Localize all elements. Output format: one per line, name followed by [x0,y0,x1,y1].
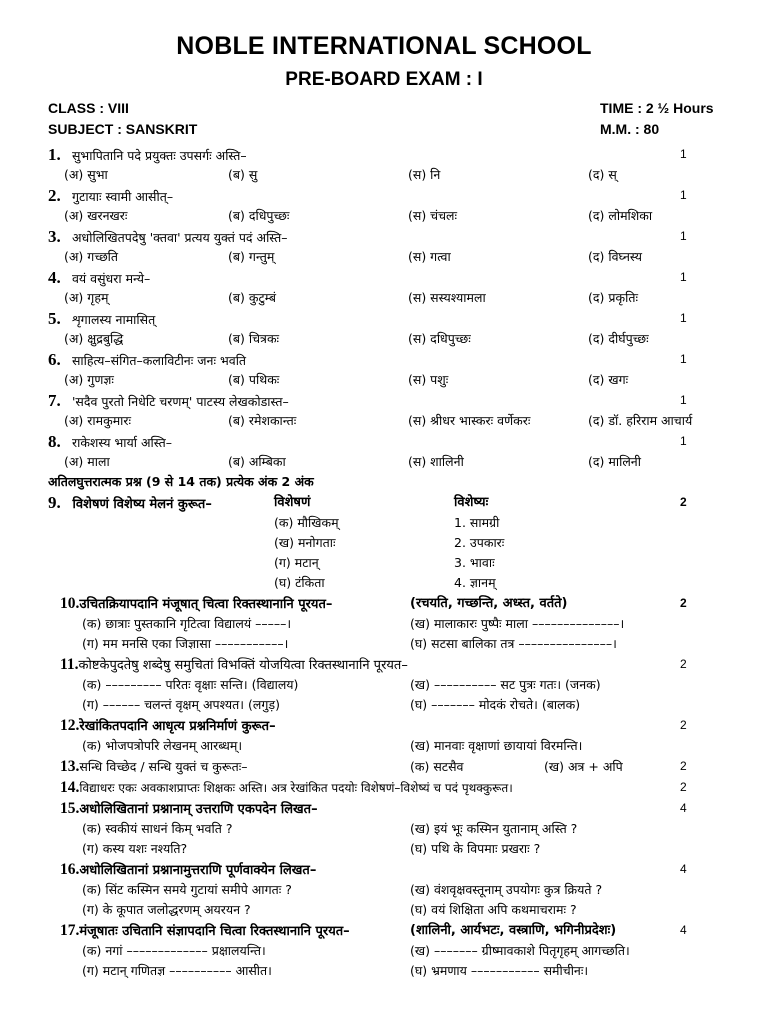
question-number: 8. [48,432,61,451]
option-a: (अ) गृहम् [64,290,109,305]
class-label: CLASS : VIII [48,100,129,116]
option-c: (स) सस्यश्यामला [408,290,486,305]
question-text: विद्याधरः एकः अवकाशप्राप्तः शिक्षकः अस्ति। अत्र रेखांकित पदयोः विशेषणं–विशेष्यं च पदं पृथक्कुरूत। [79,781,513,795]
option-a: (अ) माला [64,454,110,469]
options-row [48,411,720,431]
match-right: 1. सामग्री [454,515,500,530]
option-b: (ब) गन्तुम् [228,249,275,264]
item-row [48,880,720,900]
question [48,593,720,614]
option-b: (ब) अम्बिका [228,454,286,469]
item: (घ) भ्रमणाय ––––––––––– समीचीनः। [410,963,589,978]
options-row [48,329,720,349]
question-9 [48,492,720,593]
question-number: 16. [60,861,80,878]
option-a: (अ) क्षुद्रबुद्धि [64,331,124,346]
marks: 1 [680,188,687,202]
option-b: (ब) चित्रकः [228,331,280,346]
mcq-2 [48,185,720,226]
options-row [48,206,720,226]
question-number: 17. [60,922,80,939]
match-row [48,573,720,593]
question [48,390,720,411]
question-12 [48,715,720,756]
question [48,798,720,819]
option-a: (अ) सुभा [64,167,108,182]
question-text: अधोलिखितानां प्रश्नानाम् उत्तराणि एकपदेन लिखत– [79,802,318,817]
match-row [48,553,720,573]
question-number: 2. [48,186,61,205]
marks: 2 [680,718,687,732]
word-box: (रचयति, गच्छन्ति, अध्स्त, वर्तते) [410,596,568,611]
option-c: (स) शालिनी [408,454,464,469]
options-row [48,370,720,390]
question-text: वयं वसुंधरा मन्ये– [71,271,151,286]
item-row [48,961,720,981]
question [48,226,720,247]
question-number: 7. [48,391,61,410]
question-text: 'सदैव पुरतो निधेटि चरणम्' पाटस्य लेखकोडास्त– [71,394,289,409]
marks: 1 [680,393,687,407]
subject-label: SUBJECT : SANSKRIT [48,121,198,137]
option-c: (स) श्रीधर भास्करः वर्णेकरः [408,413,531,428]
question-number: 11. [60,656,79,673]
option-b: (ब) दधिपुच्छः [228,208,290,223]
item: (घ) सटसा बालिका तत्र –––––––––––––––। [410,636,617,651]
question [48,267,720,288]
options-row [48,452,720,472]
marks: 2 [680,596,687,610]
match-left: (ख) मनोगताः [274,535,336,550]
item: (क) स्वकीयं साधनं किम् भवति ? [82,821,233,836]
item: (ख) मानवाः वृक्षाणां छायायां विरमन्ति। [410,738,583,753]
question [48,654,720,675]
question-text: मंजूषातः उचितानि संज्ञापदानि चित्वा रिक्तस्थानानि पूरयत– [79,924,350,939]
marks: 4 [680,801,687,815]
left-column-head: विशेषणं [274,495,311,510]
question-number: 10. [60,595,80,612]
question-number: 3. [48,227,61,246]
mcq-7 [48,390,720,431]
exam-title: PRE-BOARD EXAM : I [285,69,483,90]
option-d: (द) लोमशिका [588,208,653,223]
option-d: (द) स् [588,167,617,182]
marks: 2 [680,657,687,671]
question-text: सन्धि विच्छेद / सन्धि युक्तं च कुरूतः– [79,759,248,774]
mcq-1 [48,144,720,185]
marks: 1 [680,147,687,161]
question-text: अधोलिखितानां प्रश्नानामुत्तराणि पूर्णवाक्येन लिखत– [79,863,317,878]
item: (घ) ––––––– मोदकं रोचते। (बालक) [410,697,581,712]
question [48,492,720,513]
option-c: (स) दधिपुच्छः [408,331,471,346]
match-row [48,533,720,553]
item-row [48,634,720,654]
item: (क) भोजपत्रोपरि लेखनम् आरब्धम्। [82,738,243,753]
question [48,859,720,880]
match-right: 4. ज्ञानम् [454,575,496,590]
mcq-5 [48,308,720,349]
marks: 2 [680,495,687,509]
question [48,349,720,370]
question [48,431,720,452]
option-d: (द) डॉ. हरिराम आचार्य [588,413,693,428]
question-15 [48,798,720,859]
question-16 [48,859,720,920]
option-a: (अ) खरनखरः [64,208,128,223]
item-row [48,839,720,859]
item: (ख) ––––––– ग्रीष्मावकाशे पितृगृहम् आगच्छति। [410,943,630,958]
item: (ग) मम मनसि एका जिज्ञासा –––––––––––। [82,636,289,651]
question-10 [48,593,720,654]
option-d: (द) प्रकृतिः [588,290,638,305]
question-13 [48,756,720,777]
question-number: 1. [48,145,61,164]
match-left: (क) मौखिकम् [274,515,339,530]
mm-label: M.M. : 80 [600,121,660,137]
marks: 4 [680,862,687,876]
question [48,185,720,206]
item: (क) नगां ––––––––––––– प्रक्षालयन्ति। [82,943,266,958]
school-name: NOBLE INTERNATIONAL SCHOOL [176,32,592,60]
question-number: 9. [48,493,61,512]
question-text: शृगालस्य नामासित् [71,312,156,327]
marks: 2 [680,780,687,794]
item: (क) छात्राः पुस्तकानि गृटित्वा विद्यालयं –––––। [82,616,292,631]
question-text: साहित्य–संगित–कलाविटीनः जनः भवति [71,353,247,368]
question [48,756,720,777]
item: (क) सिंट कस्मिन समये गुटायां समीपे आगतः ? [82,882,292,897]
option-d: (द) विघ्नस्य [588,249,642,264]
match-left: (घ) टंकिता [274,575,325,590]
question-text: उचितक्रियापदानि मंजूषात् चित्वा रिक्तस्थानानि पूरयत– [79,597,333,612]
time-label: TIME : 2 ½ Hours [600,100,714,116]
question-number: 5. [48,309,61,328]
question-number: 4. [48,268,61,287]
item-row [48,675,720,695]
mcq-section [48,144,720,472]
question-number: 13. [60,758,80,775]
question-11 [48,654,720,715]
item: (ग) कस्य यशः नश्यति? [82,841,188,856]
item-row [48,736,720,756]
question-17 [48,920,720,981]
option-a: (अ) गुणज्ञः [64,372,114,387]
question [48,308,720,329]
match-row [48,513,720,533]
question-text: विशेषणं विशेष्य मेलनं कुरूत– [72,497,212,512]
item: (ख) वंशवृक्षवस्तूनाम् उपयोगः कुत्र क्रियते ? [410,882,603,897]
question-text: राकेशस्य भार्या अस्ति– [71,435,173,450]
item: (ख) मालाकारः पुष्पैः माला ––––––––––––––। [410,616,625,631]
meta-row-2 [48,119,720,140]
question-number: 15. [60,800,80,817]
option-d: (द) खगः [588,372,629,387]
question-number: 6. [48,350,61,369]
right-column-head: विशेष्यः [454,495,489,510]
option-a: (अ) रामकुमारः [64,413,132,428]
question-text: सुभापितानि पदे प्रयुक्तः उपसर्गः अस्ति– [71,148,247,163]
item: (ख) इयं भूः कस्मिन युतानाम् अस्ति ? [410,821,578,836]
marks: 1 [680,434,687,448]
option-b: (ब) पथिकः [228,372,280,387]
marks: 1 [680,229,687,243]
item: (क) सटसैव [410,759,464,774]
item: (ग) के कूपात जलोद्धरणम् अयरयन ? [82,902,251,917]
option-b: (ब) रमेशकान्तः [228,413,297,428]
marks: 1 [680,311,687,325]
item: (क) ––––––––– परितः वृक्षाः सन्ति। (विद्यालय) [82,677,299,692]
marks: 2 [680,759,687,773]
question-number: 12. [60,717,80,734]
marks: 1 [680,270,687,284]
question-text: रेखांकितपदानि आधृत्य प्रश्ननिर्माणं कुरूत– [79,719,276,734]
item-row [48,900,720,920]
item-row [48,941,720,961]
question [48,920,720,941]
option-d: (द) मालिनी [588,454,641,469]
question-text: कोष्टकेपुदतेषु शब्देषु समुचितां विभक्तिं योजयित्वा रिक्तस्थानानि पूरयत– [78,658,408,673]
mcq-6 [48,349,720,390]
match-left: (ग) मटान् [274,555,319,570]
mcq-4 [48,267,720,308]
question-text: गुटायाः स्वामी आसीत्– [71,189,174,204]
item: (ख) अत्र + अपि [544,759,623,774]
option-b: (ब) कुटुम्बं [228,290,276,305]
marks: 1 [680,352,687,366]
meta-row-1 [48,98,720,119]
option-c: (स) नि [408,167,441,182]
options-row [48,247,720,267]
question-number: 14. [60,779,80,796]
item: (घ) पथि के विपमाः प्रखराः ? [410,841,541,856]
option-d: (द) दीर्घपुच्छः [588,331,649,346]
question [48,715,720,736]
option-c: (स) पशुः [408,372,449,387]
option-c: (स) गत्वा [408,249,451,264]
item: (ख) –––––––––– सट पुत्रः गतः। (जनक) [410,677,601,692]
match-right: 2. उपकारः [454,535,505,550]
section-note: अतिलघुत्तरात्मक प्रश्न (9 से 14 तक) प्रत्येक अंक 2 अंक [48,474,314,489]
item-row [48,614,720,634]
option-b: (ब) सु [228,167,258,182]
mcq-3 [48,226,720,267]
item-row [48,819,720,839]
options-row [48,288,720,308]
word-box: (शालिनी, आर्यभटः, वस्त्राणि, भगिनीप्रदेशः) [410,923,617,938]
match-right: 3. भावाः [454,555,495,570]
option-c: (स) चंचलः [408,208,458,223]
question-14 [48,777,720,798]
item: (घ) वयं शिक्षिता अपि कथमाचरामः ? [410,902,577,917]
item: (ग) –––––– चलन्तं वृक्षम् अपश्यत। (लगुड़) [82,697,280,712]
option-a: (अ) गच्छति [64,249,119,264]
options-row [48,165,720,185]
mcq-8 [48,431,720,472]
marks: 4 [680,923,687,937]
question [48,144,720,165]
question-text: अधोलिखितपदेषु 'क्तवा' प्रत्यय युक्तं पदं अस्ति– [71,230,288,245]
item: (ग) मटान् गणितज्ञ –––––––––– आसीत। [82,963,272,978]
question [48,777,720,798]
item-row [48,695,720,715]
